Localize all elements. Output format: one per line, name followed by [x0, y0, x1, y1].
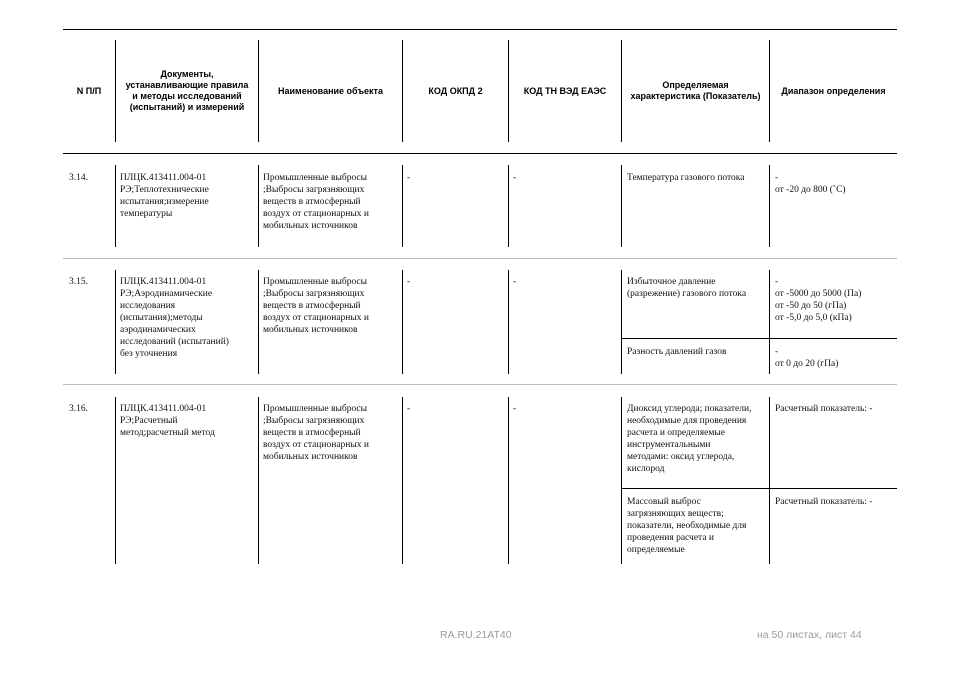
row-range: - от -5000 до 5000 (Па) от -50 до 50 (гПа) от -5,0 до 5,0 (кПа) — [775, 277, 862, 323]
row-col-divider — [402, 165, 403, 247]
row-tnved: - — [513, 404, 517, 414]
row-col-divider — [621, 270, 622, 374]
row-object: Промышленные выбросы ;Выбросы загрязняющих веществ в атмосферный воздух от стационарных и мобильных источников — [263, 277, 369, 335]
header-range: Диапазон определения — [781, 85, 886, 96]
row-object: Промышленные выбросы ;Выбросы загрязняющих веществ в атмосферный воздух от стационарных и мобильных источников — [263, 173, 369, 231]
row-okpd: - — [407, 277, 411, 287]
sub-row-separator — [621, 338, 897, 339]
row-okpd: - — [407, 404, 411, 414]
row-characteristic: Избыточное давление (разрежение) газового потока — [627, 277, 747, 299]
row-number: 3.16. — [69, 404, 88, 414]
row-range: Расчетный показатель: - — [775, 497, 873, 507]
row-separator — [63, 384, 897, 385]
row-col-divider — [402, 270, 403, 374]
row-col-divider — [258, 165, 259, 247]
row-col-divider — [621, 397, 622, 564]
header-bottom-rule — [63, 153, 897, 154]
sub-row-separator — [621, 488, 897, 489]
row-number: 3.14. — [69, 173, 88, 183]
row-col-divider — [115, 397, 116, 564]
row-col-divider — [115, 270, 116, 374]
row-range: - от -20 до 800 (˚С) — [775, 173, 846, 195]
header-num: N П/П — [76, 85, 102, 96]
row-range: Расчетный показатель: - — [775, 404, 873, 414]
row-col-divider — [769, 270, 770, 374]
row-col-divider — [258, 270, 259, 374]
row-document: ПЛЦК.413411.004-01 РЭ;Аэродинамические исследования (испытания);методы аэродинамических исследований (испытаний) без уточнения — [120, 277, 229, 359]
row-tnved: - — [513, 173, 517, 183]
row-col-divider — [508, 270, 509, 374]
header-object: Наименование объекта — [278, 85, 383, 96]
row-col-divider — [769, 165, 770, 247]
row-characteristic: Массовый выброс загрязняющих веществ; показатели, необходимые для проведения расчета и определяемые — [627, 497, 747, 555]
row-document: ПЛЦК.413411.004-01 РЭ;Расчетный метод;расчетный метод — [120, 404, 215, 438]
footer-page-count: на 50 листах, лист 44 — [757, 629, 862, 641]
row-tnved: - — [513, 277, 517, 287]
row-okpd: - — [407, 173, 411, 183]
row-col-divider — [769, 397, 770, 564]
row-col-divider — [508, 397, 509, 564]
footer-certificate-number: RA.RU.21АТ40 — [440, 629, 512, 641]
row-col-divider — [115, 165, 116, 247]
row-document: ПЛЦК.413411.004-01 РЭ;Теплотехнические испытания;измерение температуры — [120, 173, 209, 219]
header-okpd: КОД ОКПД 2 — [428, 85, 483, 96]
row-separator — [63, 258, 897, 259]
row-range: - от 0 до 20 (гПа) — [775, 347, 839, 369]
row-object: Промышленные выбросы ;Выбросы загрязняющих веществ в атмосферный воздух от стационарных и мобильных источников — [263, 404, 369, 462]
row-characteristic: Диоксид углерода; показатели, необходимые для проведения расчета и определяемые инструментальными методами: оксид углерода, кислород — [627, 404, 752, 474]
header-tnved: КОД ТН ВЭД ЕАЭС — [523, 85, 607, 96]
table-top-rule — [63, 29, 897, 30]
row-col-divider — [508, 165, 509, 247]
row-col-divider — [621, 165, 622, 247]
row-col-divider — [402, 397, 403, 564]
header-documents: Документы, устанавливающие правила и методы исследований (испытаний) и измерений — [125, 69, 249, 112]
row-col-divider — [258, 397, 259, 564]
header-characteristic: Определяемая характеристика (Показатель) — [630, 80, 761, 101]
row-number: 3.15. — [69, 277, 88, 287]
row-characteristic: Температура газового потока — [627, 173, 745, 183]
row-characteristic: Разность давлений газов — [627, 347, 727, 357]
